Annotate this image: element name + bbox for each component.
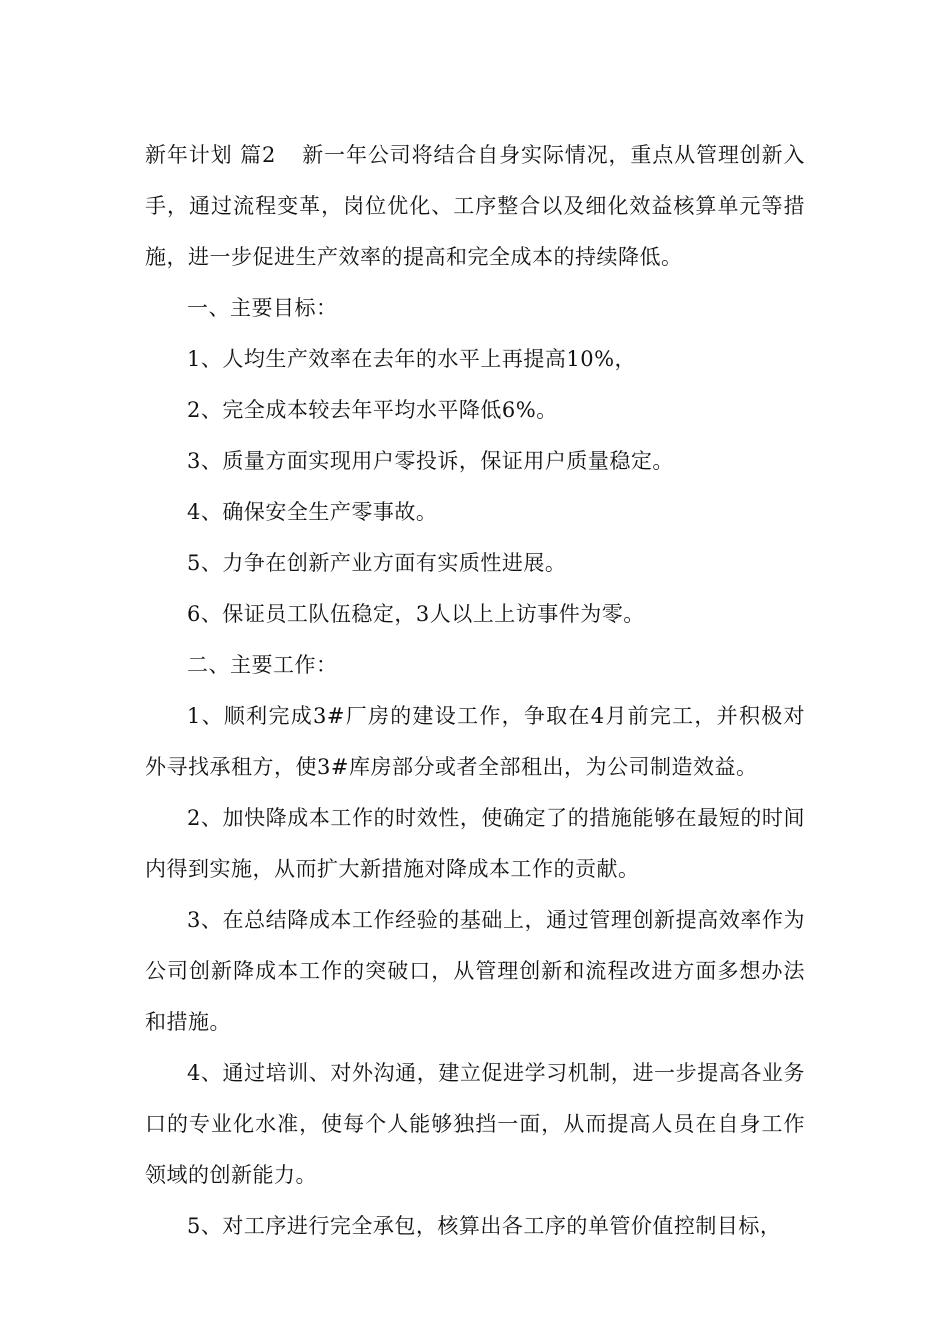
work-item: 4、通过培训、对外沟通，建立促进学习机制，进一步提高各业务口的专业化水准，使每个人能够独挡一面，从而提高人员在自身工作领域的创新能力。 xyxy=(145,1061,805,1187)
goal-item: 3、质量方面实现用户零投诉，保证用户质量稳定。 xyxy=(187,449,674,473)
work-item: 5、对工序进行完全承包，核算出各工序的单管价值控制目标， xyxy=(187,1214,782,1238)
goal-item: 2、完全成本较去年平均水平降低6%。 xyxy=(187,398,558,422)
intro-paragraph xyxy=(145,130,805,283)
work-item: 1、顺利完成3#厂房的建设工作，争取在4月前完工，并积极对外寻找承租方，使3#库房部分或者全部租出，为公司制造效益。 xyxy=(145,704,805,779)
work-item: 2、加快降成本工作的时效性，使确定了的措施能够在最短的时间内得到实施，从而扩大新措施对降成本工作的贡献。 xyxy=(145,806,805,881)
work-item: 3、在总结降成本工作经验的基础上，通过管理创新提高效率作为公司创新降成本工作的突破口，从管理创新和流程改进方面多想办法和措施。 xyxy=(145,908,805,1034)
intro-text: 新一年公司将结合自身实际情况，重点从管理创新入手，通过流程变革，岗位优化、工序整合以及细化效益核算单元等措施，进一步促进生产效率的提高和完全成本的持续降低。 xyxy=(145,143,805,269)
document-heading: 新年计划 篇2 xyxy=(145,143,276,167)
section-title-works: 二、主要工作： xyxy=(187,653,338,677)
section-title-goals: 一、主要目标： xyxy=(187,296,338,320)
goal-item: 6、保证员工队伍稳定，3人以上上访事件为零。 xyxy=(187,602,645,626)
goal-item: 4、确保安全生产零事故。 xyxy=(187,500,438,524)
goal-item: 1、人均生产效率在去年的水平上再提高10%， xyxy=(187,347,637,371)
document-body xyxy=(145,130,805,1252)
goal-item: 5、力争在创新产业方面有实质性进展。 xyxy=(187,551,567,575)
